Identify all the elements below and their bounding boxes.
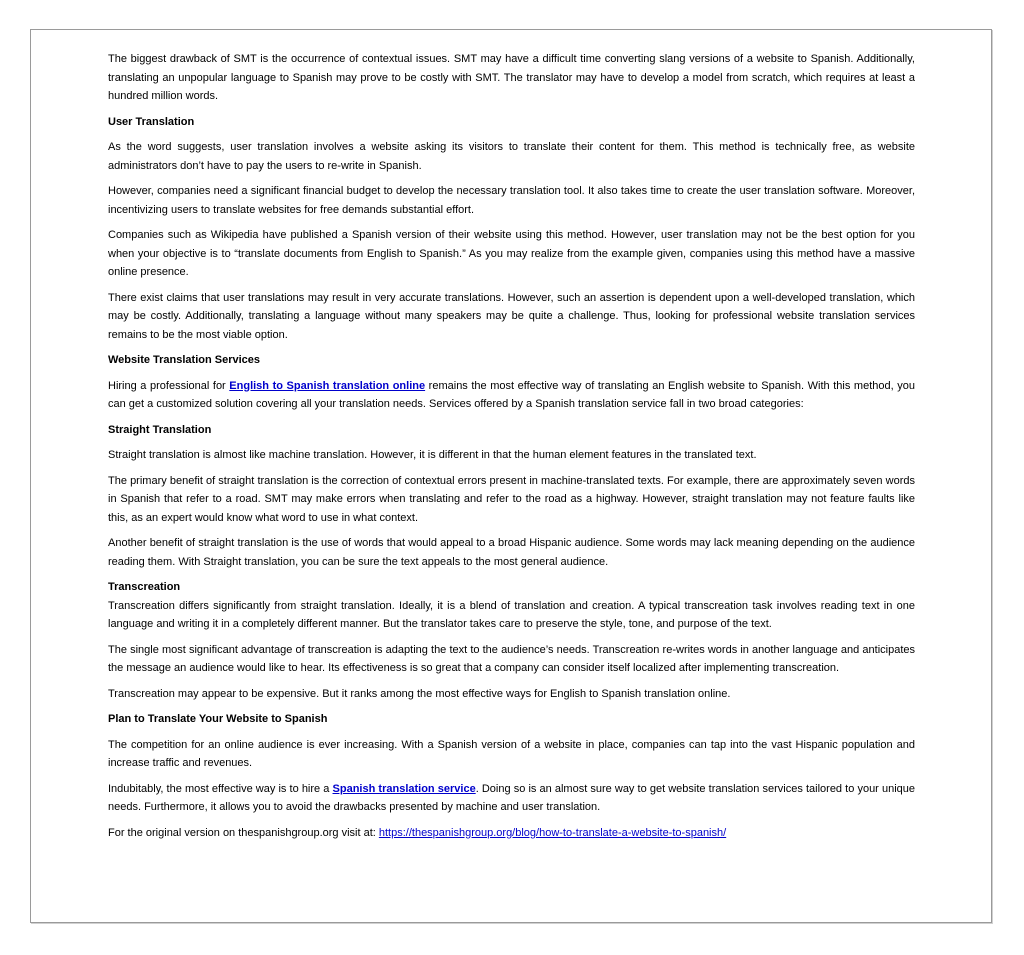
paragraph-transcreation-intro: Transcreation differs significantly from straight translation. Ideally, it is a blend of translation and creation. A typical transcreation task involves reading text in one language and writing it in a completely different manner. But the translator takes care to preserve the style, tone, and purpose of the text. bbox=[108, 599, 915, 630]
paragraph-straight-benefit: The primary benefit of straight translation is the correction of contextual errors present in machine-translated texts. For example, there are approximately seven words in Spanish that refer to a road. SMT may make errors when translating and refer to the road as a highway. However, straight translation may not feature faults like this, as an expert would know what word to use in what context. bbox=[108, 474, 915, 524]
text-hiring-before: Hiring a professional for bbox=[108, 379, 230, 392]
paragraph-competition: The competition for an online audience is ever increasing. With a Spanish version of a website in place, companies can tap into the vast Hispanic population and increase traffic and revenues. bbox=[108, 738, 915, 769]
original-article-url-link[interactable]: https://thespanishgroup.org/blog/how-to-translate-a-website-to-spanish/ bbox=[378, 826, 727, 839]
text-indubitably-before: Indubitably, the most effective way is to hire a bbox=[108, 782, 333, 795]
paragraph-user-translation-claims: There exist claims that user translations may result in very accurate translations. However, such an assertion is dependent upon a well-developed translation, which may be costly. Additionally, translating a language without many speakers may be quite a challenge. Thus, looking for professional website translation services remains to be the most viable option. bbox=[108, 291, 915, 341]
text-hiring-after: remains the most effective way of translating an English website to Spanish. With this method, you can get a customized solution covering all your translation needs. Services offered by a Spanish translation service fall in two broad categories: bbox=[108, 379, 915, 410]
paragraph-indubitably bbox=[108, 780, 915, 817]
paragraph-transcreation-cost: Transcreation may appear to be expensive. But it ranks among the most effective ways for English to Spanish translation online. bbox=[108, 687, 731, 700]
heading-user-translation: User Translation bbox=[108, 115, 195, 128]
paragraph-hiring-professional bbox=[108, 377, 915, 414]
text-original-before: For the original version on thespanishgroup.org visit at: bbox=[108, 826, 379, 839]
heading-straight-translation: Straight Translation bbox=[108, 423, 212, 436]
english-to-spanish-link[interactable]: English to Spanish translation online bbox=[229, 379, 426, 392]
paragraph-user-translation-budget: However, companies need a significant financial budget to develop the necessary translation tool. It also takes time to create the user translation software. Moreover, incentivizing users to translate websites for free demands substantial effort. bbox=[108, 185, 915, 216]
paragraph-straight-another-benefit: Another benefit of straight translation is the use of words that would appeal to a broad Hispanic audience. Some words may lack meaning depending on the audience reading them. With Straight translation, you can be sure the text appeals to the most general audience. bbox=[108, 537, 915, 568]
paragraph-smt-drawback: The biggest drawback of SMT is the occurrence of contextual issues. SMT may have a difficult time converting slang versions of a website to Spanish. Additionally, translating an unpopular language to Spanish may prove to be costly with SMT. The translator may have to develop a model from scratch, which requires at least a hundred million words. bbox=[108, 53, 915, 102]
paragraph-user-translation-intro: As the word suggests, user translation involves a website asking its visitors to translate their content for them. This method is technically free, as website administrators don’t have to pay the users to re-write in Spanish. bbox=[108, 141, 915, 172]
paragraph-transcreation-advantage: The single most significant advantage of transcreation is adapting the text to the audience’s needs. Transcreation re-writes words in another language and anticipates the message an audience would like to hear. Its effectiveness is so great that a company can consider itself localized after implementing transcreation. bbox=[108, 643, 915, 674]
text-indubitably-after: . Doing so is an almost sure way to get website translation services tailored to your unique needs. Furthermore, it allows you to avoid the drawbacks presented by machine and user translation. bbox=[108, 782, 915, 813]
heading-plan-translate: Plan to Translate Your Website to Spanish bbox=[108, 713, 328, 725]
heading-website-translation-services: Website Translation Services bbox=[108, 354, 261, 366]
heading-transcreation: Transcreation bbox=[108, 581, 181, 593]
paragraph-wikipedia-example: Companies such as Wikipedia have published a Spanish version of their website using this method. However, user translation may not be the best option for you when your objective is to “translate documents from English to Spanish.” As you may realize from the example given, companies using this method have a massive online presence. bbox=[108, 229, 915, 278]
spanish-translation-service-link[interactable]: Spanish translation service bbox=[332, 782, 476, 795]
paragraph-straight-intro: Straight translation is almost like machine translation. However, it is different in that the human element features in the translated text. bbox=[108, 449, 757, 461]
document-body bbox=[108, 50, 915, 849]
paragraph-original-version bbox=[108, 824, 915, 843]
